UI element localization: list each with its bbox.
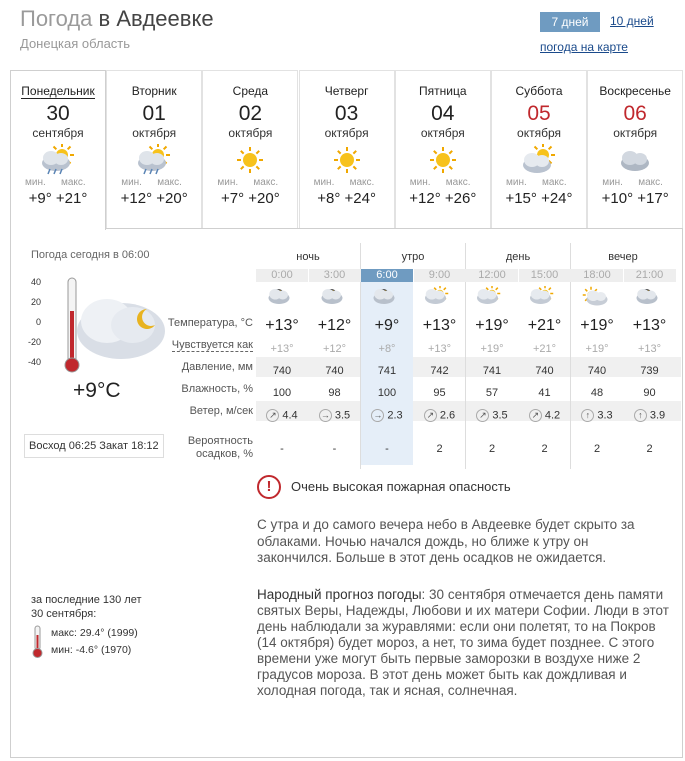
hour-label: 21:00 (624, 269, 676, 282)
hour-precip: 2 (488, 443, 496, 455)
partly-cloudy-rain-icon (38, 144, 78, 176)
hour-column (519, 269, 571, 465)
max-temp: +24° (541, 190, 573, 207)
label-precip-1: Вероятность (187, 435, 253, 447)
wind-direction-icon: ↗ (424, 409, 437, 422)
hour-pressure: 740 (535, 365, 554, 377)
hour-column (256, 269, 308, 465)
history-title (31, 593, 142, 621)
hour-humidity: 57 (485, 387, 499, 399)
wind-direction-icon: → (320, 410, 330, 420)
day-icon-wrap (327, 144, 367, 176)
hour-precip: 2 (646, 443, 653, 455)
hour-feels: +19° (585, 343, 609, 355)
min-max-labels (396, 177, 490, 189)
hour-feels: +19° (480, 343, 504, 355)
day-name: Пятница (419, 84, 467, 98)
hour-wind (361, 409, 413, 422)
period-label: утро (401, 251, 425, 263)
min-temp: +10° (601, 190, 634, 207)
hour-pressure: 740 (272, 365, 292, 377)
day-icon-wrap (423, 144, 463, 176)
wind-speed: 4.2 (544, 409, 561, 422)
day-icon-wrap (519, 144, 559, 176)
day-tabs (10, 70, 683, 228)
hour-temp: +12° (317, 317, 352, 334)
min-temp: +15° (505, 190, 537, 207)
hour-wind (466, 409, 518, 422)
hour-wind (519, 409, 571, 422)
title-city: в Авдеевке (98, 6, 214, 31)
max-label: макс. (542, 177, 567, 188)
thermo-scale-minus20: -20 (27, 337, 41, 347)
max-temp: +20° (248, 190, 280, 207)
min-max-labels (492, 177, 586, 189)
day-number: 30 (46, 102, 70, 125)
day-icon-wrap (134, 144, 174, 176)
day-temps (300, 190, 394, 207)
hour-feels: +13° (637, 343, 662, 355)
hour-temp: +13° (632, 317, 667, 334)
hour-pressure: 740 (325, 365, 344, 377)
hour-humidity: 41 (538, 387, 551, 399)
hour-feels: +13° (427, 343, 452, 355)
day-detail-panel (10, 228, 683, 758)
sunrise-time: 06:25 (68, 440, 97, 452)
wind-speed: 2.6 (439, 409, 456, 422)
history-line-1: за последние 130 лет (31, 594, 142, 606)
hour-label: 12:00 (466, 269, 518, 282)
hour-label: 3:00 (309, 269, 361, 282)
sunset-label: Закат (99, 440, 129, 452)
min-temp: +8° (317, 190, 341, 207)
folk-forecast-text: : 30 сентября отмечается день памяти святых Веры, Надежды, Любови и их матери Софии. Люди в этот день наблюдали за журавлями: если они полетят, то на Покров (14 октября) будет мороз, а нет, то зима будет позднее. С этого времени уже могут быть первые заморозки в воздухе ниже 2 градусов мороза. В этот день может быть как дождливая и холодная погода, так и ясная, солнечная. (257, 587, 669, 698)
hour-precip: 2 (436, 443, 443, 455)
label-temperature: Температура, °C (167, 317, 253, 329)
hour-label: 18:00 (571, 269, 623, 282)
weather-map-link[interactable]: погода на карте (540, 40, 628, 54)
history-min-year: (1970) (100, 644, 132, 656)
hour-humidity: 95 (433, 387, 446, 399)
min-max-labels (107, 177, 201, 189)
min-max-labels (11, 177, 105, 189)
day-name: Четверг (324, 84, 369, 98)
day-icon-wrap (230, 144, 270, 176)
day-temps (492, 190, 586, 207)
day-number: 03 (334, 102, 359, 125)
wind-speed: 3.5 (334, 409, 351, 422)
history-min-value: -4.6° (75, 644, 99, 656)
hour-feels: +13° (270, 343, 294, 355)
history-max (51, 627, 138, 639)
min-label: мин. (506, 177, 527, 188)
day-temps (203, 190, 297, 207)
day-number: 04 (431, 102, 455, 125)
hour-icon-wrap (372, 286, 402, 310)
hour-temp: +13° (265, 317, 299, 334)
folk-forecast-header: Народный прогноз погоды (257, 587, 422, 602)
wind-speed: 3.3 (597, 409, 613, 422)
hour-column (466, 269, 518, 465)
day-month: октября (420, 126, 465, 140)
small-thermometer-icon (31, 625, 45, 659)
max-label: макс. (253, 177, 279, 188)
thermo-scale-40: 40 (30, 277, 41, 287)
hour-wind (624, 409, 676, 422)
day-tab[interactable] (202, 70, 298, 228)
wind-speed: 3.5 (492, 409, 508, 422)
hour-pressure: 739 (640, 365, 659, 377)
period-label: вечер (608, 251, 638, 263)
min-temp: +9° (28, 190, 52, 207)
max-label: макс. (61, 177, 86, 188)
hour-icon-wrap (530, 286, 560, 310)
label-humidity: Влажность, % (181, 383, 253, 395)
max-temp: +24° (344, 190, 376, 207)
day-name: Понедельник (21, 84, 95, 98)
day-name: Воскресенье (599, 84, 671, 98)
hour-label: 6:00 (361, 269, 413, 282)
wind-direction-icon: ↗ (529, 409, 542, 422)
day-temps (11, 190, 105, 207)
min-label: мин. (121, 177, 142, 188)
fire-alert (257, 475, 667, 503)
region-label: Донецкая область (20, 36, 131, 51)
hour-wind (256, 409, 308, 422)
partly-cloudy-icon (519, 144, 559, 176)
day-temps (588, 190, 682, 207)
day-month: октября (132, 126, 177, 140)
hour-humidity: 100 (377, 387, 397, 399)
hour-feels: +12° (322, 343, 347, 355)
max-label: макс. (638, 177, 663, 188)
history-max-label: макс: (51, 627, 77, 639)
hour-label: 0:00 (256, 269, 308, 282)
wind-direction-icon: ↑ (581, 409, 594, 422)
hour-icon-wrap (477, 286, 507, 310)
hour-temp: +19° (475, 317, 509, 334)
history-min-label: мин: (51, 644, 73, 656)
hour-column (624, 269, 676, 465)
day-tab[interactable] (106, 70, 202, 228)
max-label: макс. (349, 177, 375, 188)
hour-humidity: 100 (272, 387, 292, 399)
tab-10-days[interactable]: 10 дней (610, 14, 654, 28)
day-tab[interactable] (10, 70, 106, 230)
max-temp: +21° (55, 190, 88, 207)
page-header (20, 6, 214, 51)
day-month: октября (324, 126, 369, 140)
thermo-scale-20: 20 (30, 297, 41, 307)
hour-pressure: 741 (377, 365, 397, 377)
day-description: С утра и до самого вечера небо в Авдеевке будет скрыто за облаками. Ночью начался дождь, но ближе к утру он закончился. Больше в этот день осадков не ожидается. (257, 517, 635, 565)
history-line-2: 30 сентября: (31, 608, 97, 620)
max-label: макс. (157, 177, 182, 188)
max-temp: +20° (156, 190, 188, 207)
min-temp: +12° (120, 190, 153, 207)
label-precip-2: осадков, % (196, 448, 253, 460)
warning-icon: ! (257, 475, 281, 499)
hour-pressure: 742 (430, 365, 449, 377)
sunrise-label: Восход (29, 440, 66, 452)
history-min (51, 644, 131, 656)
hour-label: 15:00 (519, 269, 571, 282)
day-temps (107, 190, 201, 207)
hour-pressure: 741 (482, 365, 502, 377)
hour-column (309, 269, 361, 465)
wind-direction-icon: ↗ (266, 409, 279, 422)
sun-icon (423, 144, 463, 176)
min-temp: +12° (409, 190, 441, 207)
hour-icon-wrap (635, 286, 665, 310)
max-label: макс. (445, 177, 471, 188)
hour-icon-wrap (267, 286, 297, 310)
hour-feels: +8° (378, 343, 396, 355)
sun-icon (230, 144, 270, 176)
day-name: Суббота (515, 84, 563, 98)
sun-times (24, 434, 164, 458)
hour-column (571, 269, 623, 465)
hour-pressure: 740 (587, 365, 607, 377)
overcast-night-icon (71, 281, 171, 371)
thermo-scale-minus40: -40 (27, 357, 41, 367)
min-label: мин. (602, 177, 623, 188)
day-tab[interactable] (491, 70, 587, 228)
wind-direction-icon: → (373, 410, 383, 420)
sunset-time: 18:12 (131, 440, 159, 452)
hour-precip: - (332, 443, 337, 455)
tab-7-days[interactable]: 7 дней (540, 12, 600, 32)
partly-cloudy-rain-icon (134, 144, 174, 176)
sun-icon (327, 144, 367, 176)
folk-forecast (257, 587, 669, 699)
day-icon-wrap (615, 144, 655, 176)
history-max-value: 29.4° (79, 627, 105, 639)
day-number: 06 (623, 102, 647, 125)
hour-temp: +13° (422, 317, 457, 334)
day-month: октября (613, 126, 658, 140)
day-number: 02 (238, 102, 263, 125)
hour-temp: +19° (580, 317, 614, 334)
history-max-year: (1999) (107, 627, 138, 639)
hour-wind (414, 409, 466, 422)
hour-temp: +21° (527, 317, 562, 334)
wind-speed: 3.9 (649, 409, 666, 422)
hour-label: 9:00 (414, 269, 466, 282)
wind-direction-icon: ↑ (634, 409, 647, 422)
hour-column (414, 269, 466, 465)
min-max-labels (203, 177, 297, 189)
current-weather-label: Погода сегодня в 06:00 (31, 249, 150, 261)
hour-precip: - (385, 443, 389, 455)
day-tab[interactable] (587, 70, 683, 228)
day-name: Среда (232, 84, 269, 98)
current-temperature: +9°C (73, 379, 121, 402)
sun-cloud-icon (425, 286, 455, 310)
wind-speed: 4.4 (282, 409, 298, 422)
min-label: мин. (217, 177, 239, 188)
hour-precip: - (280, 443, 284, 455)
hour-icon-wrap (320, 286, 350, 310)
hour-humidity: 48 (590, 387, 604, 399)
day-temps (396, 190, 490, 207)
alert-text: Очень высокая пожарная опасность (291, 479, 511, 494)
wind-direction-icon: ↗ (476, 409, 489, 422)
max-temp: +26° (444, 190, 477, 207)
day-month: октября (228, 126, 273, 140)
hour-icon-wrap (582, 286, 612, 310)
moon-cloud-icon (320, 286, 350, 310)
thermo-scale-0: 0 (35, 317, 41, 327)
period-label: день (505, 251, 531, 263)
page-title (20, 6, 214, 32)
hour-wind (309, 409, 361, 422)
day-tab[interactable] (395, 70, 491, 228)
hour-column (361, 269, 413, 465)
title-prefix: Погода (20, 6, 93, 31)
label-pressure: Давление, мм (181, 361, 253, 373)
hour-humidity: 98 (328, 387, 341, 399)
min-label: мин. (313, 177, 335, 188)
hour-temp: +9° (374, 317, 400, 334)
day-name: Вторник (131, 84, 177, 98)
min-max-labels (588, 177, 682, 189)
day-month: октября (517, 126, 561, 140)
period-label: ночь (296, 251, 320, 263)
hour-precip: 2 (593, 443, 601, 455)
max-temp: +17° (637, 190, 669, 207)
min-label: мин. (25, 177, 46, 188)
hour-icon-wrap (425, 286, 455, 310)
day-month: сентября (32, 126, 84, 140)
moon-cloud-icon (635, 286, 665, 310)
sun-cloud-icon (530, 286, 560, 310)
day-tab[interactable] (299, 70, 395, 228)
day-number: 05 (527, 102, 551, 125)
hour-feels: +21° (532, 343, 557, 355)
moon-cloud-icon (372, 286, 402, 310)
day-icon-wrap (38, 144, 78, 176)
min-temp: +7° (221, 190, 245, 207)
hour-precip: 2 (541, 443, 548, 455)
label-feels-like[interactable]: Чувствуется как (171, 339, 253, 351)
moon-cloud-icon (267, 286, 297, 310)
min-label: мин. (409, 177, 431, 188)
hour-humidity: 90 (643, 387, 656, 399)
sun-cloud-icon (477, 286, 507, 310)
hour-wind (571, 409, 623, 422)
sun-small-icon (582, 286, 612, 310)
cloudy-icon (615, 144, 655, 176)
wind-speed: 2.3 (387, 409, 403, 422)
label-wind: Ветер, м/сек (189, 405, 253, 417)
day-number: 01 (142, 102, 166, 125)
min-max-labels (300, 177, 394, 189)
